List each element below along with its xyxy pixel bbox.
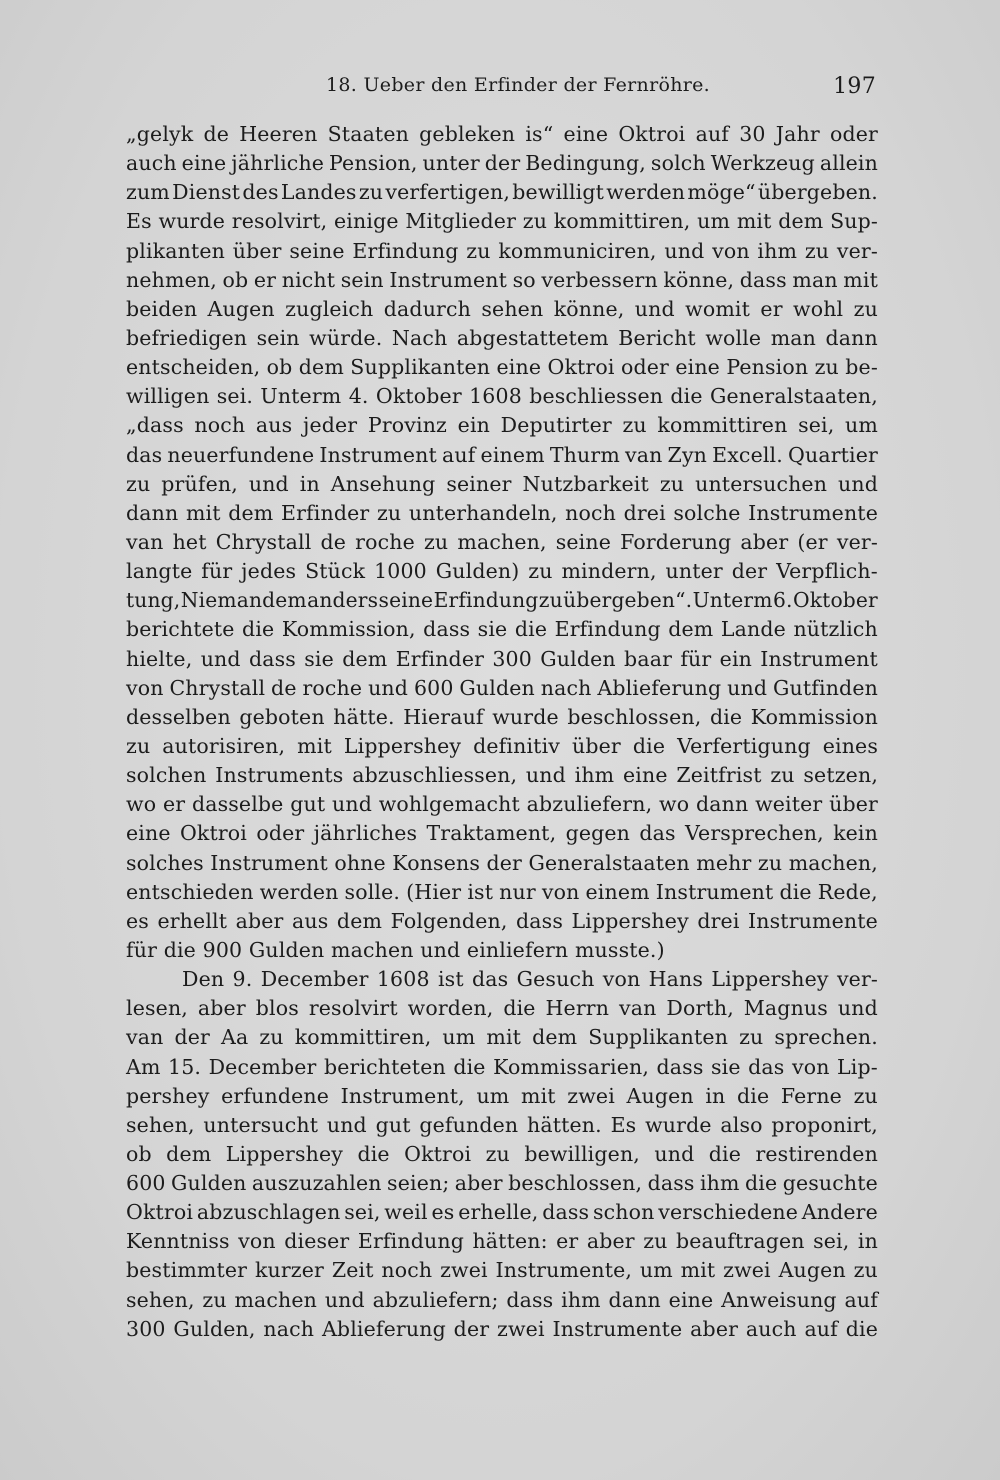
text-line: das neuerfundene Instrument auf einem Thurm van Zyn Excell. Quartier <box>126 442 878 467</box>
text-line: befriedigen sein würde. Nach abgestattetem Bericht wolle man dann <box>126 325 878 350</box>
text-line: ob dem Lippershey die Oktroi zu bewilligen, und die restirenden <box>126 1141 878 1166</box>
text-line: auch eine jährliche Pension, unter der Bedingung, solch Werkzeug allein <box>126 151 878 176</box>
text-line: „dass noch aus jeder Provinz ein Deputirter zu kommittiren sei, um <box>126 413 878 438</box>
text-line: Es wurde resolvirt, einige Mitglieder zu kommittiren, um mit dem Sup- <box>126 209 878 234</box>
chapter-title: 18. Ueber den Erfinder der Fernröhre. <box>326 74 711 96</box>
text-line: entscheiden, ob dem Supplikanten eine Oktroi oder eine Pension zu be- <box>126 355 878 380</box>
body-text <box>126 120 878 1344</box>
text-line: pershey erfundene Instrument, um mit zwei Augen in die Ferne zu <box>126 1083 878 1108</box>
text-line: plikanten über seine Erfindung zu kommuniciren, und von ihm zu ver- <box>126 238 878 263</box>
text-line: van het Chrystall de roche zu machen, seine Forderung aber (er ver- <box>126 529 878 554</box>
text-line: Oktroi abzuschlagen sei, weil es erhelle, dass schon verschiedene Andere <box>126 1200 878 1225</box>
text-line: „gelyk de Heeren Staaten gebleken is“ eine Oktroi auf 30 Jahr oder <box>126 122 878 146</box>
text-line: bestimmter kurzer Zeit noch zwei Instrumente, um mit zwei Augen zu <box>126 1258 878 1283</box>
text-line: Kenntniss von dieser Erfindung hätten: er aber zu beauftragen sei, in <box>126 1229 878 1254</box>
text-line: entschieden werden solle. (Hier ist nur von einem Instrument die Rede, <box>126 879 878 904</box>
text-line: wo er dasselbe gut und wohlgemacht abzuliefern, wo dann weiter über <box>126 792 878 817</box>
text-line: Am 15. December berichteten die Kommissarien, dass sie das von Lip- <box>126 1054 878 1079</box>
text-line: tung, Niemandem anders seine Erfindung zu übergeben“. Unterm 6. Oktober <box>126 588 878 613</box>
text-line: berichtete die Kommission, dass sie die Erfindung dem Lande nützlich <box>126 617 878 642</box>
text-line: willigen sei. Unterm 4. Oktober 1608 beschliessen die Generalstaaten, <box>126 384 878 409</box>
text-line: van der Aa zu kommittiren, um mit dem Supplikanten zu sprechen. <box>126 1025 878 1050</box>
text-line: von Chrystall de roche und 600 Gulden nach Ablieferung und Gutfinden <box>126 675 878 700</box>
text-line: zum Dienst des Landes zu verfertigen, bewilligt werden möge“ übergeben. <box>126 180 878 205</box>
running-head <box>130 74 876 104</box>
text-line: sehen, untersucht und gut gefunden hätten. Es wurde also proponirt, <box>126 1112 878 1137</box>
text-line: beiden Augen zugleich dadurch sehen könne, und womit er wohl zu <box>126 296 878 321</box>
text-line: es erhellt aber aus dem Folgenden, dass Lippershey drei Instrumente <box>126 908 878 933</box>
text-line: 600 Gulden auszuzahlen seien; aber beschlossen, dass ihm die gesuchte <box>126 1171 878 1196</box>
text-line: Den 9. December 1608 ist das Gesuch von Hans Lippershey ver- <box>182 967 878 992</box>
page-number: 197 <box>833 74 876 99</box>
text-line: dann mit dem Erfinder zu unterhandeln, noch drei solche Instrumente <box>126 500 878 525</box>
text-line: für die 900 Gulden machen und einliefern musste.) <box>126 937 665 962</box>
text-line: solchen Instruments abzuschliessen, und ihm eine Zeitfrist zu setzen, <box>126 763 878 788</box>
text-line: nehmen, ob er nicht sein Instrument so verbessern könne, dass man mit <box>126 267 878 292</box>
text-line: zu prüfen, und in Ansehung seiner Nutzbarkeit zu untersuchen und <box>126 471 878 496</box>
text-line: lesen, aber blos resolvirt worden, die Herrn van Dorth, Magnus und <box>126 996 878 1021</box>
text-line: eine Oktroi oder jährliches Traktament, gegen das Versprechen, kein <box>126 821 878 846</box>
text-line: zu autorisiren, mit Lippershey definitiv über die Verfertigung eines <box>126 733 878 758</box>
text-line: langte für jedes Stück 1000 Gulden) zu mindern, unter der Verpflich- <box>126 559 878 584</box>
text-line: solches Instrument ohne Konsens der Generalstaaten mehr zu machen, <box>126 850 878 875</box>
text-line: desselben geboten hätte. Hierauf wurde beschlossen, die Kommission <box>126 704 878 729</box>
text-line: hielte, und dass sie dem Erfinder 300 Gulden baar für ein Instrument <box>126 646 878 671</box>
text-line: sehen, zu machen und abzuliefern; dass ihm dann eine Anweisung auf <box>126 1287 878 1312</box>
text-line: 300 Gulden, nach Ablieferung der zwei Instrumente aber auch auf die <box>126 1316 878 1341</box>
